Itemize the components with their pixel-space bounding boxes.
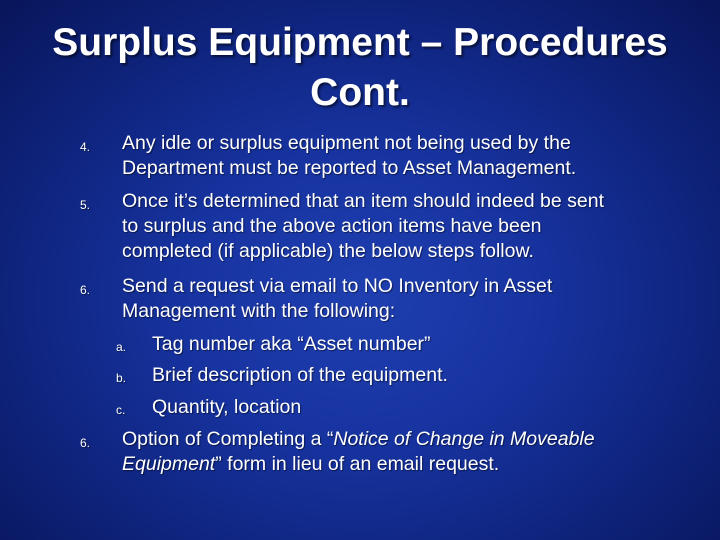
form-name-italic: Notice of Change in Moveable: [333, 428, 595, 450]
title-line-1: Surplus Equipment – Procedures: [52, 21, 668, 64]
title-line-2: Cont.: [310, 71, 410, 114]
item-text-line: [122, 452, 499, 477]
item-text-line: to surplus and the above action items have been: [122, 215, 542, 237]
item-number: 4.: [80, 140, 91, 154]
item-text-line: completed (if applicable) the below steps follow.: [122, 240, 534, 262]
form-name-italic: Equipment: [122, 453, 216, 475]
item-number: 6.: [80, 436, 91, 450]
item-text-line: Department must be reported to Asset Management.: [122, 157, 577, 179]
item-text-line: [122, 427, 595, 452]
sub-item-text: Quantity, location: [152, 396, 302, 418]
sub-item-marker: a.: [116, 340, 127, 354]
item-number: 6.: [80, 283, 91, 297]
item-text-line: Management with the following:: [122, 300, 396, 322]
sub-item-marker: c.: [116, 403, 126, 417]
item-number: 5.: [80, 198, 91, 212]
item-text-line: Send a request via email to NO Inventory in Asset: [122, 275, 553, 297]
item-text-line: Any idle or surplus equipment not being used by the: [122, 132, 571, 154]
item-text-suffix: ” form in lieu of an email request.: [215, 453, 500, 475]
sub-item-text: Brief description of the equipment.: [152, 364, 448, 386]
item-text-prefix: Option of Completing a “: [122, 428, 334, 450]
item-text-line: Once it’s determined that an item should indeed be sent: [122, 190, 605, 212]
sub-item-marker: b.: [116, 371, 127, 385]
sub-item-text: Tag number aka “Asset number”: [152, 333, 431, 355]
